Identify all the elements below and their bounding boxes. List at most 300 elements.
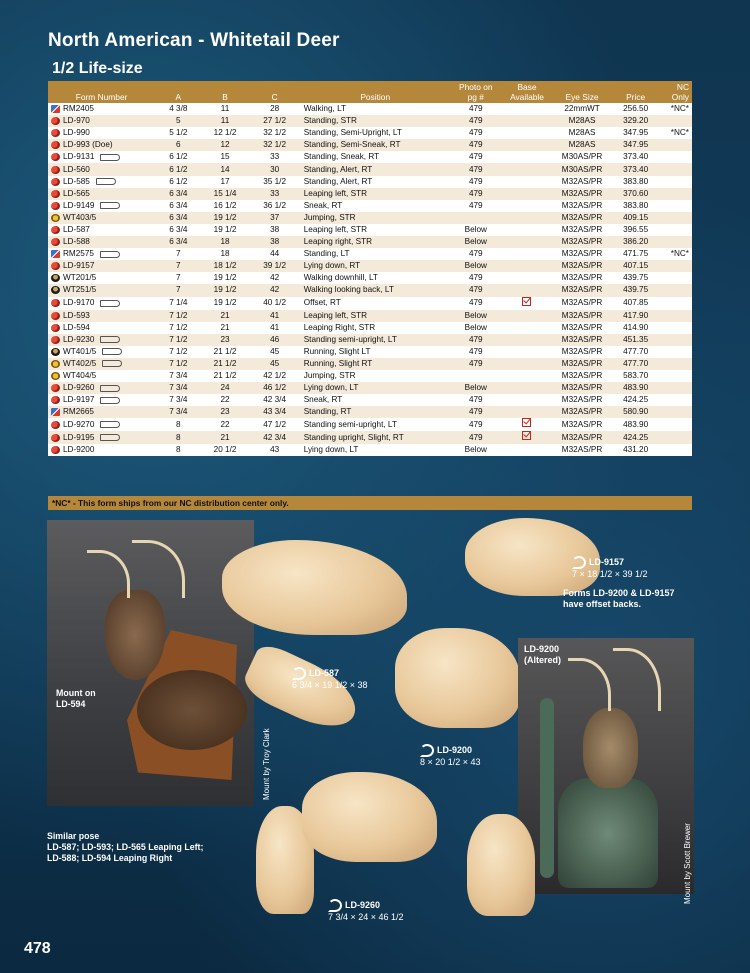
- mount-by-scott-credit: Mount by Scott Brewer: [683, 823, 692, 904]
- dim-b-cell: 23: [202, 406, 249, 418]
- dim-a-cell: 8: [155, 431, 201, 444]
- ld587-name: LD-587: [309, 667, 340, 678]
- nc-only-cell: [659, 272, 692, 284]
- photo-page-cell: 479: [450, 200, 502, 212]
- form-number: LD-993 (Doe): [63, 140, 113, 150]
- price-cell: 407.15: [612, 260, 659, 272]
- price-cell: 347.95: [612, 139, 659, 151]
- dim-a-cell: 6 1/2: [155, 151, 201, 163]
- deer-head-image: [105, 590, 165, 680]
- price-cell: 483.90: [612, 418, 659, 431]
- deer-bust-image: [583, 708, 638, 788]
- photo-page-cell: 479: [450, 151, 502, 163]
- base-available-cell: [502, 236, 552, 248]
- price-cell: 471.75: [612, 248, 659, 260]
- nc-only-cell: [659, 310, 692, 322]
- dim-b-cell: 21: [202, 322, 249, 334]
- form-number-cell: [48, 444, 155, 456]
- base-available-cell: [502, 127, 552, 139]
- dim-b-cell: 12 1/2: [202, 127, 249, 139]
- supplier-red-icon: [51, 166, 60, 174]
- price-cell: 477.70: [612, 346, 659, 358]
- form-tag-icon: [102, 360, 122, 367]
- eye-size-cell: M32AS/PR: [552, 260, 612, 272]
- dim-b-cell: 11: [202, 115, 249, 127]
- dim-c-cell: 33: [249, 151, 301, 163]
- supplier-red-icon: [51, 299, 60, 307]
- eye-size-cell: 22mmWT: [552, 103, 612, 115]
- dim-a-cell: 8: [155, 444, 201, 456]
- eye-size-cell: M32AS/PR: [552, 224, 612, 236]
- form-number: LD-9170: [63, 298, 95, 307]
- dim-c-cell: 38: [249, 236, 301, 248]
- dim-b-cell: 19 1/2: [202, 272, 249, 284]
- ld9157-name: LD-9157: [589, 556, 625, 567]
- mount-photo-ld9200-altered: [518, 638, 694, 894]
- price-cell: 383.80: [612, 176, 659, 188]
- dim-a-cell: 6 3/4: [155, 212, 201, 224]
- dim-a-cell: 7 1/2: [155, 310, 201, 322]
- position-cell: Leaping left, STR: [301, 224, 450, 236]
- base-available-cell: [502, 382, 552, 394]
- price-cell: 424.25: [612, 394, 659, 406]
- similar-line1: Similar pose: [47, 831, 100, 841]
- supplier-red-icon: [51, 129, 60, 137]
- form-tag-icon: [100, 251, 120, 258]
- position-cell: Running, Slight RT: [301, 358, 450, 370]
- form-number-cell: [48, 284, 155, 296]
- position-cell: Standing, Alert, RT: [301, 163, 450, 175]
- form-ld587-image: [222, 540, 407, 635]
- form-number: LD-9260: [63, 383, 95, 393]
- base-available-cell: [502, 103, 552, 115]
- form-number: LD-588: [63, 237, 90, 247]
- eye-size-cell: M32AS/PR: [552, 236, 612, 248]
- supplier-blk-icon: [51, 286, 60, 294]
- price-cell: 477.70: [612, 358, 659, 370]
- nc-only-cell: [659, 284, 692, 296]
- eye-size-cell: M28AS: [552, 127, 612, 139]
- dim-a-cell: 6: [155, 139, 201, 151]
- dim-b-cell: 11: [202, 103, 249, 115]
- position-cell: Walking downhill, LT: [301, 272, 450, 284]
- nc-only-cell: [659, 431, 692, 444]
- table-header-row: [48, 81, 692, 103]
- photo-page-cell: 479: [450, 394, 502, 406]
- base-available-cell: [502, 310, 552, 322]
- supplier-blue-icon: [51, 105, 60, 113]
- table-row: [48, 431, 692, 444]
- antler-right-shape: [613, 648, 661, 711]
- nc-only-cell: [659, 260, 692, 272]
- eye-size-cell: M32AS/PR: [552, 346, 612, 358]
- dim-b-cell: 15: [202, 151, 249, 163]
- nc-only-cell: [659, 236, 692, 248]
- form-number-cell: [48, 431, 155, 444]
- nc-only-cell: [659, 176, 692, 188]
- form-number: LD-593: [63, 310, 90, 320]
- table-row: [48, 358, 692, 370]
- deer-body-image: [137, 670, 247, 750]
- dim-c-cell: 39 1/2: [249, 260, 301, 272]
- price-cell: 347.95: [612, 127, 659, 139]
- supplier-red-icon: [51, 202, 60, 210]
- similar-line2: LD-587; LD-593; LD-565 Leaping Left;: [47, 842, 204, 852]
- forms-table: [48, 81, 692, 456]
- supplier-red-icon: [51, 434, 60, 442]
- table-row: [48, 322, 692, 334]
- form-number: WT401/5: [63, 346, 97, 356]
- dim-b-cell: 19 1/2: [202, 212, 249, 224]
- eye-size-cell: M32AS/PR: [552, 394, 612, 406]
- base-available-cell: [502, 260, 552, 272]
- col-position: Position: [301, 81, 450, 103]
- price-cell: 373.40: [612, 163, 659, 175]
- price-cell: 370.60: [612, 188, 659, 200]
- mount-by-troy-credit: Mount by Troy Clark: [262, 728, 271, 800]
- position-cell: Walking looking back, LT: [301, 284, 450, 296]
- antler-left-shape: [568, 658, 611, 711]
- form-tag-icon: [100, 385, 120, 392]
- dim-c-cell: 35 1/2: [249, 176, 301, 188]
- ld9157-dims: 7 × 18 1/2 × 39 1/2: [572, 569, 648, 579]
- nc-only-cell: [659, 346, 692, 358]
- position-cell: Standing, Semi-Sneak, RT: [301, 139, 450, 151]
- photo-page-cell: 479: [450, 406, 502, 418]
- ld9260-label: [328, 899, 404, 923]
- antler-right-shape: [132, 540, 185, 598]
- form-number: LD-990: [63, 128, 90, 138]
- eye-size-cell: M30AS/PR: [552, 163, 612, 175]
- form-tag-icon: [100, 154, 120, 161]
- form-number: WT403/5: [63, 212, 97, 222]
- ld587-dims: 6 3/4 × 19 1/2 × 38: [292, 680, 368, 690]
- photo-page-cell: 479: [450, 334, 502, 346]
- dim-c-cell: 42 3/4: [249, 394, 301, 406]
- eye-size-cell: M32AS/PR: [552, 382, 612, 394]
- position-cell: Standing semi-upright, LT: [301, 334, 450, 346]
- photo-page-cell: 479: [450, 115, 502, 127]
- photo-page-cell: Below: [450, 310, 502, 322]
- price-cell: 409.15: [612, 212, 659, 224]
- form-ld9200-image: [395, 628, 520, 728]
- dim-b-cell: 23: [202, 334, 249, 346]
- price-cell: 383.80: [612, 200, 659, 212]
- supplier-red-icon: [51, 396, 60, 404]
- table-row: [48, 346, 692, 358]
- table-row: [48, 127, 692, 139]
- position-cell: Offset, RT: [301, 297, 450, 310]
- supplier-blk-icon: [51, 348, 60, 356]
- form-number: LD-9230: [63, 334, 95, 344]
- photo-page-cell: 479: [450, 431, 502, 444]
- table-row: [48, 200, 692, 212]
- supplier-red-icon: [51, 421, 60, 429]
- form-number-cell: [48, 151, 155, 163]
- photo-page-cell: 479: [450, 297, 502, 310]
- page-title: North American - Whitetail Deer: [48, 30, 340, 51]
- col-b: B: [202, 81, 249, 103]
- form-number: WT404/5: [63, 371, 97, 381]
- table-row: [48, 370, 692, 382]
- price-cell: 424.25: [612, 431, 659, 444]
- position-cell: Jumping, STR: [301, 212, 450, 224]
- supplier-blue-icon: [51, 408, 60, 416]
- nc-only-cell: [659, 151, 692, 163]
- curl-icon: [572, 556, 586, 569]
- photo-page-cell: Below: [450, 444, 502, 456]
- form-number: LD-9195: [63, 432, 95, 442]
- tree-trunk-shape: [540, 698, 554, 878]
- form-number: RM2665: [63, 407, 94, 417]
- form-ld9260-back-image: [467, 814, 535, 916]
- ld9200-name: LD-9200: [437, 744, 473, 755]
- form-number: RM2405: [63, 104, 94, 114]
- supplier-yel-icon: [51, 214, 60, 222]
- dim-c-cell: 28: [249, 103, 301, 115]
- ld9200-label: [420, 744, 481, 768]
- mount-photo-ld594: [47, 520, 254, 806]
- dim-c-cell: 47 1/2: [249, 418, 301, 431]
- eye-size-cell: M32AS/PR: [552, 272, 612, 284]
- form-number: LD-970: [63, 116, 90, 126]
- dim-c-cell: 36 1/2: [249, 200, 301, 212]
- dim-b-cell: 21: [202, 431, 249, 444]
- dim-c-cell: 41: [249, 322, 301, 334]
- position-cell: Standing semi-upright, LT: [301, 418, 450, 431]
- supplier-red-icon: [51, 262, 60, 270]
- dim-a-cell: 7 3/4: [155, 382, 201, 394]
- col-a: A: [155, 81, 201, 103]
- table-row: [48, 212, 692, 224]
- price-cell: 396.55: [612, 224, 659, 236]
- photo-page-cell: Below: [450, 236, 502, 248]
- offset-note-line1: Forms LD-9200 & LD-9157: [563, 588, 675, 598]
- form-number-cell: [48, 260, 155, 272]
- supplier-red-icon: [51, 178, 60, 186]
- dim-a-cell: 6 1/2: [155, 163, 201, 175]
- position-cell: Standing upright, Slight, RT: [301, 431, 450, 444]
- eye-size-cell: M32AS/PR: [552, 322, 612, 334]
- table-row: [48, 382, 692, 394]
- dim-b-cell: 22: [202, 418, 249, 431]
- col-base-line1: Base: [517, 82, 537, 92]
- base-available-cell: [502, 297, 552, 310]
- form-tag-icon: [96, 178, 116, 185]
- photo-page-cell: 479: [450, 127, 502, 139]
- position-cell: Standing, Sneak, RT: [301, 151, 450, 163]
- table-row: [48, 224, 692, 236]
- photo-page-cell: 479: [450, 176, 502, 188]
- form-number: WT402/5: [63, 358, 97, 368]
- dim-c-cell: 43 3/4: [249, 406, 301, 418]
- table-row: [48, 334, 692, 346]
- price-cell: 417.90: [612, 310, 659, 322]
- base-available-cell: [502, 139, 552, 151]
- form-number: LD-9197: [63, 395, 95, 405]
- dim-a-cell: 7: [155, 248, 201, 260]
- table-row: [48, 260, 692, 272]
- dim-b-cell: 21: [202, 310, 249, 322]
- dim-c-cell: 44: [249, 248, 301, 260]
- eye-size-cell: M32AS/PR: [552, 358, 612, 370]
- supplier-red-icon: [51, 336, 60, 344]
- nc-only-cell: [659, 394, 692, 406]
- base-available-cell: [502, 370, 552, 382]
- dim-b-cell: 19 1/2: [202, 284, 249, 296]
- eye-size-cell: M32AS/PR: [552, 406, 612, 418]
- position-cell: Leaping left, STR: [301, 188, 450, 200]
- nc-only-cell: [659, 322, 692, 334]
- supplier-red-icon: [51, 117, 60, 125]
- form-number-cell: [48, 115, 155, 127]
- photo-page-cell: 479: [450, 139, 502, 151]
- form-tag-icon: [100, 336, 120, 343]
- dim-b-cell: 12: [202, 139, 249, 151]
- ld587-label: [292, 667, 368, 691]
- dim-c-cell: 42: [249, 272, 301, 284]
- base-available-cell: [502, 163, 552, 175]
- eye-size-cell: M32AS/PR: [552, 212, 612, 224]
- base-available-cell: [502, 200, 552, 212]
- eye-size-cell: M30AS/PR: [552, 151, 612, 163]
- dim-c-cell: 42: [249, 284, 301, 296]
- supplier-blk-icon: [51, 274, 60, 282]
- altered-line1: LD-9200: [524, 644, 560, 654]
- position-cell: Sneak, RT: [301, 394, 450, 406]
- photo-page-cell: Below: [450, 260, 502, 272]
- ld9157-label: [572, 556, 648, 580]
- dim-c-cell: 41: [249, 310, 301, 322]
- price-cell: 256.50: [612, 103, 659, 115]
- base-available-cell: [502, 248, 552, 260]
- dim-c-cell: 32 1/2: [249, 139, 301, 151]
- dim-b-cell: 20 1/2: [202, 444, 249, 456]
- dim-c-cell: 46: [249, 334, 301, 346]
- dim-a-cell: 6 3/4: [155, 236, 201, 248]
- similar-line3: LD-588; LD-594 Leaping Right: [47, 853, 173, 863]
- table-row: [48, 176, 692, 188]
- form-tag-icon: [100, 434, 120, 441]
- position-cell: Standing, LT: [301, 248, 450, 260]
- position-cell: Lying down, LT: [301, 444, 450, 456]
- position-cell: Leaping Right, STR: [301, 322, 450, 334]
- nc-only-cell: *NC*: [659, 127, 692, 139]
- similar-pose-caption: [47, 831, 203, 864]
- form-number-cell: [48, 394, 155, 406]
- position-cell: Lying down, RT: [301, 260, 450, 272]
- ld9260-name: LD-9260: [345, 899, 381, 910]
- dim-a-cell: 7 3/4: [155, 394, 201, 406]
- eye-size-cell: M28AS: [552, 139, 612, 151]
- eye-size-cell: M32AS/PR: [552, 370, 612, 382]
- photo-page-cell: Below: [450, 382, 502, 394]
- dim-b-cell: 19 1/2: [202, 224, 249, 236]
- position-cell: Lying down, LT: [301, 382, 450, 394]
- form-number-cell: [48, 248, 155, 260]
- base-available-cell: [502, 115, 552, 127]
- table-row: [48, 406, 692, 418]
- dim-b-cell: 21 1/2: [202, 346, 249, 358]
- dim-a-cell: 7 1/2: [155, 358, 201, 370]
- nc-only-cell: [659, 163, 692, 175]
- col-photo-line1: Photo on: [459, 82, 493, 92]
- dim-a-cell: 7 1/2: [155, 346, 201, 358]
- form-number: LD-565: [63, 188, 90, 198]
- ld9260-dims: 7 3/4 × 24 × 46 1/2: [328, 912, 404, 922]
- nc-only-cell: [659, 418, 692, 431]
- table-row: [48, 310, 692, 322]
- form-number: RM2575: [63, 249, 94, 259]
- table-row: [48, 163, 692, 175]
- form-number: WT251/5: [63, 285, 97, 295]
- price-cell: 407.85: [612, 297, 659, 310]
- form-number-cell: [48, 346, 155, 358]
- mount-on-line1: Mount on: [56, 688, 96, 698]
- form-number: LD-9149: [63, 200, 95, 210]
- form-number-cell: [48, 224, 155, 236]
- nc-only-cell: [659, 297, 692, 310]
- supplier-red-icon: [51, 190, 60, 198]
- base-available-cell: [502, 334, 552, 346]
- photo-page-cell: 479: [450, 284, 502, 296]
- dim-a-cell: 6 3/4: [155, 188, 201, 200]
- nc-only-cell: [659, 212, 692, 224]
- dim-a-cell: 7: [155, 272, 201, 284]
- base-available-cell: [502, 358, 552, 370]
- table-row: [48, 236, 692, 248]
- page-subtitle: 1/2 Life-size: [52, 60, 143, 77]
- dim-a-cell: 7 1/2: [155, 322, 201, 334]
- position-cell: Standing, RT: [301, 406, 450, 418]
- dim-c-cell: 46 1/2: [249, 382, 301, 394]
- table-row: [48, 272, 692, 284]
- base-available-cell: [502, 176, 552, 188]
- nc-only-cell: [659, 188, 692, 200]
- dim-c-cell: 38: [249, 224, 301, 236]
- form-number: LD-560: [63, 164, 90, 174]
- price-cell: 329.20: [612, 115, 659, 127]
- nc-only-cell: [659, 444, 692, 456]
- supplier-yel-icon: [51, 372, 60, 380]
- dim-a-cell: 7 3/4: [155, 370, 201, 382]
- rock-base-shape: [558, 778, 658, 888]
- supplier-red-icon: [51, 153, 60, 161]
- eye-size-cell: M32AS/PR: [552, 418, 612, 431]
- eye-size-cell: M32AS/PR: [552, 297, 612, 310]
- table-row: [48, 248, 692, 260]
- form-tag-icon: [100, 397, 120, 404]
- nc-only-cell: [659, 358, 692, 370]
- form-number-cell: [48, 139, 155, 151]
- dim-b-cell: 18 1/2: [202, 260, 249, 272]
- form-number-cell: [48, 310, 155, 322]
- form-number-cell: [48, 127, 155, 139]
- photo-page-cell: 479: [450, 163, 502, 175]
- form-number-cell: [48, 382, 155, 394]
- price-cell: 439.75: [612, 284, 659, 296]
- col-base: [502, 81, 552, 103]
- dim-b-cell: 18: [202, 248, 249, 260]
- base-available-cell: [502, 212, 552, 224]
- form-tag-icon: [100, 421, 120, 428]
- eye-size-cell: M32AS/PR: [552, 310, 612, 322]
- mount-on-line2: LD-594: [56, 699, 86, 709]
- photo-page-cell: 479: [450, 358, 502, 370]
- dim-b-cell: 21 1/2: [202, 358, 249, 370]
- form-number-cell: [48, 272, 155, 284]
- eye-size-cell: M32AS/PR: [552, 444, 612, 456]
